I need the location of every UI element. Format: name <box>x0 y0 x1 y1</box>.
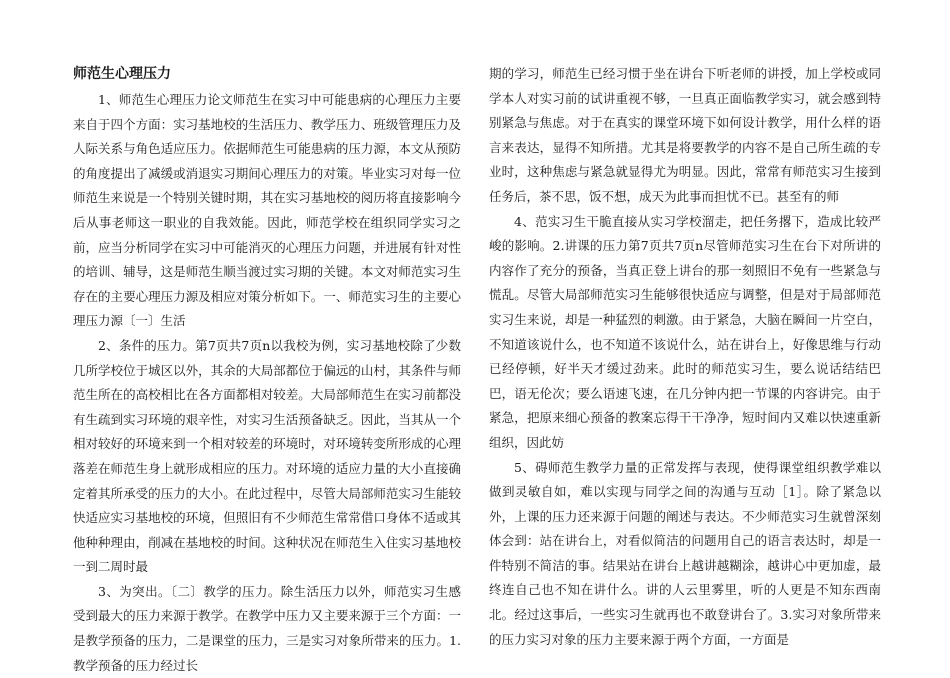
paragraph: 5、碍师范生教学力量的正常发挥与表现，使得课堂组织教学难以做到灵敏自如，难以实现与同学之间的沟通与互动［1］。除了紧急以外，上课的压力还来源于问题的阐述与表达。不少师范实习生就曾深刻体会到：站在讲台上，对看似简洁的问题用自己的语言表达时，却是一件特别不简洁的事。结果站在讲台上越讲越糊涂，越讲心中更加虚，最终连自己也不知在讲什么。讲的人云里雾里，听的人更是不知东西南北。经过这事后，一些实习生就再也不敢登讲台了。3.实习对象所带来的压力实习对象的压力主要来源于两个方面，一方面是 <box>489 459 881 647</box>
left-column <box>73 62 461 678</box>
paragraph: 1、师范生心理压力论文师范生在实习中可能患病的心理压力主要来自于四个方面：实习基地校的生活压力、教学压力、班级管理压力及人际关系与角色适应压力。依据师范生可能患病的压力源，本文从预防的角度提出了减缓或消退实习期间心理压力的对策。毕业实习对每一位师范生来说是一个特别关键时期，其在实习基地校的阅历将直接影响今后从事老师这一职业的自我效能。因此，师范学校在组织同学实习之前，应当分析同学在实习中可能消灭的心理压力问题，并进展有针对性的培训、辅导，这是师范生顺当渡过实习期的关键。本文对师范实习生存在的主要心理压力源及相应对策分析如下。一、师范实习生的主要心理压力源〔一〕生活 <box>73 92 461 329</box>
paragraph-continued: 期的学习，师范生已经习惯于坐在讲台下听老师的讲授，加上学校或同学本人对实习前的试讲重视不够，一旦真正面临教学实习，就会感到特别紧急与焦虑。对于在真实的课堂环境下如何设计教学，用什么样的语言来表达，显得不知所措。尤其是将要教学的内容不是自己所生疏的专业时，这种焦虑与紧急就显得尤为明显。因此，常常有师范实习生接到任务后，茶不思，饭不想，成天为此事而担忧不已。甚至有的师 <box>489 66 881 204</box>
right-column <box>489 62 881 652</box>
paragraph: 2、条件的压力。第7页共7页n以我校为例，实习基地校除了少数几所学校位于城区以外，其余的大局部都位于偏远的山村，其条件与师范生所在的高校相比在各方面都相对较差。大局部师范生在实习前都没有生疏到实习环境的艰辛性，对实习生活预备缺乏。因此，当其从一个相对较好的环境来到一个相对较差的环境时，对环境转变所形成的心理落差在师范生身上就形成相应的压力。对环境的适应力量的大小直接确定着其所承受的压力的大小。在此过程中，尽管大局部师范实习生能较快适应实习基地校的环境，但照旧有不少师范生常常借口身体不适或其他种种理由，削减在基地校的时间。这种状况在师范生入住实习基地校一到二周时最 <box>73 337 461 575</box>
paragraph: 3、为突出。〔二〕教学的压力。除生活压力以外，师范实习生感受到最大的压力来源于教学。在教学中压力又主要来源于三个方面：一是教学预备的压力，二是课堂的压力，三是实习对象所带来的压力。1.教学预备的压力经过长 <box>73 583 461 673</box>
paragraph: 4、范实习生干脆直接从实习学校溜走，把任务撂下，造成比较严峻的影响。2.讲课的压力第7页共7页n尽管师范实习生在台下对所讲的内容作了充分的预备，当真正登上讲台的那一刻照旧不免有一些紧急与慌乱。尽管大局部师范实习生能够很快适应与调整，但是对于局部师范实习生来说，却是一种猛烈的刺激。由于紧急，大脑在瞬间一片空白，不知道该说什么，也不知道不该说什么，站在讲台上，好像思维与行动已经停顿，好半天才缓过劲来。此时的师范实习生，要么说话结结巴巴，语无伦次；要么语速飞速，在几分钟内把一节课的内容讲完。由于紧急，把原来细心预备的教案忘得干干净净，短时间内又难以快速重新组织，因此妨 <box>489 213 881 450</box>
document-title: 师范生心理压力 <box>73 66 171 82</box>
